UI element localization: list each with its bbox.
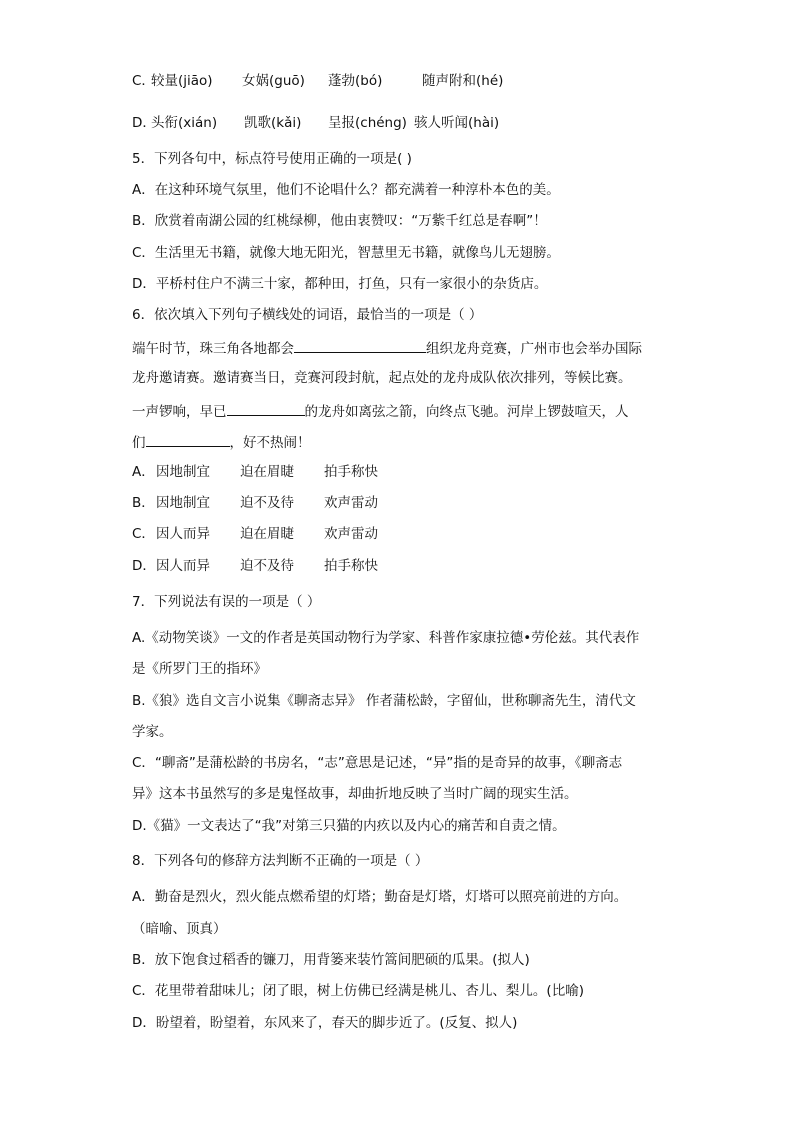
q7-option-c-line-1: C．“聊斋”是蒲松龄的书房名，“志”意思是记述，“异”指的是奇异的故事，《聊斋志 [132, 755, 623, 771]
option-item: 凯歌(kǎi) [244, 115, 302, 131]
q6-passage-line-3 [132, 401, 629, 421]
passage-text: ，好不热闹！ [229, 435, 311, 451]
option-item: 欢声雷动 [324, 495, 378, 511]
option-item: 头衔(xián) [151, 115, 218, 131]
passage-text: 组织龙舟竞赛，广州市也会举办国际 [426, 341, 642, 357]
fill-blank [227, 401, 305, 416]
option-label: C． [132, 526, 155, 542]
option-item: 欢声雷动 [324, 526, 378, 542]
option-item: 迫不及待 [240, 495, 294, 511]
q7-option-a-line-1: A.《动物笑谈》一文的作者是英国动物行为学家、科普作家康拉德•劳伦兹。其代表作 [132, 630, 640, 646]
option-item: 因人而异 [156, 526, 210, 542]
option-item: 拍手称快 [324, 558, 378, 574]
option-item: 呈报(chéng) [328, 115, 407, 131]
q7-option-c-line-2: 异》这本书虽然写的多是鬼怪故事，却曲折地反映了当时广阔的现实生活。 [132, 786, 578, 802]
option-item: 因地制宜 [156, 464, 210, 480]
option-item: 较量(jiāo) [151, 73, 213, 89]
q6-passage-line-2: 龙舟邀请赛。邀请赛当日，竞赛河段封航，起点处的龙舟成队依次排列，等候比赛。 [132, 370, 632, 386]
passage-text: 一声锣响，早已 [132, 404, 227, 420]
q7-option-d: D.《猫》一文表达了“我”对第三只猫的内疚以及内心的痛苦和自责之情。 [132, 818, 566, 834]
option-label: D． [132, 115, 156, 131]
option-item: 因地制宜 [156, 495, 210, 511]
q7-option-b-line-1: B.《狼》选自文言小说集《聊斋志异》 作者蒲松龄，字留仙，世称聊斋先生，清代文 [132, 693, 636, 709]
q6-passage-line-4 [132, 432, 311, 452]
q7-option-b-line-2: 学家。 [132, 724, 173, 740]
passage-text: 们 [132, 435, 146, 451]
option-item: 拍手称快 [324, 464, 378, 480]
option-label: A． [132, 464, 155, 480]
q8-option-a-line-1: A．勤奋是烈火，烈火能点燃希望的灯塔；勤奋是灯塔，灯塔可以照亮前进的方向。 [132, 889, 628, 905]
option-item: 随声附和(hé) [422, 73, 504, 89]
q7-option-a-line-2: 是《所罗门王的指环》 [132, 661, 267, 677]
q5-option-a: A．在这种环境气氛里，他们不论唱什么？都充满着一种淳朴本色的美。 [132, 182, 560, 198]
option-item: 骇人听闻(hài) [414, 115, 500, 131]
q8-option-d: D．盼望着，盼望着，东风来了，春天的脚步近了。(反复、拟人) [132, 1015, 518, 1031]
q8-option-c: C．花里带着甜味儿；闭了眼，树上仿佛已经满是桃儿、杏儿、梨儿。(比喻) [132, 983, 584, 999]
option-label: B． [132, 495, 155, 511]
q6-stem: 6．依次填入下列句子横线处的词语，最恰当的一项是（ ） [132, 307, 483, 323]
passage-text: 端午时节，珠三角各地都会 [132, 341, 294, 357]
q5-option-c: C．生活里无书籍，就像大地无阳光，智慧里无书籍，就像鸟儿无翅膀。 [132, 245, 560, 261]
q8-option-a-line-2: （暗喻、顶真） [132, 921, 227, 937]
option-label: D． [132, 558, 156, 574]
passage-text: 的龙舟如离弦之箭，向终点飞驰。河岸上锣鼓喧天，人 [304, 404, 629, 420]
option-label: C． [132, 73, 155, 89]
q7-stem: 7．下列说法有误的一项是（ ） [132, 594, 321, 610]
option-item: 迫在眉睫 [240, 464, 294, 480]
q8-option-b: B．放下饱食过稻香的镰刀，用背篓来装竹篙间肥硕的瓜果。(拟人) [132, 952, 530, 968]
fill-blank [294, 338, 426, 353]
fill-blank [146, 432, 230, 447]
option-item: 迫不及待 [240, 558, 294, 574]
q6-passage-line-1 [132, 338, 642, 358]
q8-stem: 8．下列各句的修辞方法判断不正确的一项是（ ） [132, 853, 429, 869]
q5-option-b: B．欣赏着南湖公园的红桃绿柳，他由衷赞叹：“万紫千红总是春啊”！ [132, 213, 547, 229]
q5-stem: 5．下列各句中，标点符号使用正确的一项是( ) [132, 151, 412, 167]
option-item: 蓬勃(bó) [328, 73, 383, 89]
option-item: 女娲(guō) [242, 73, 305, 89]
option-item: 因人而异 [156, 558, 210, 574]
option-item: 迫在眉睫 [240, 526, 294, 542]
q5-option-d: D．平桥村住户不满三十家，都种田，打鱼，只有一家很小的杂货店。 [132, 276, 548, 292]
